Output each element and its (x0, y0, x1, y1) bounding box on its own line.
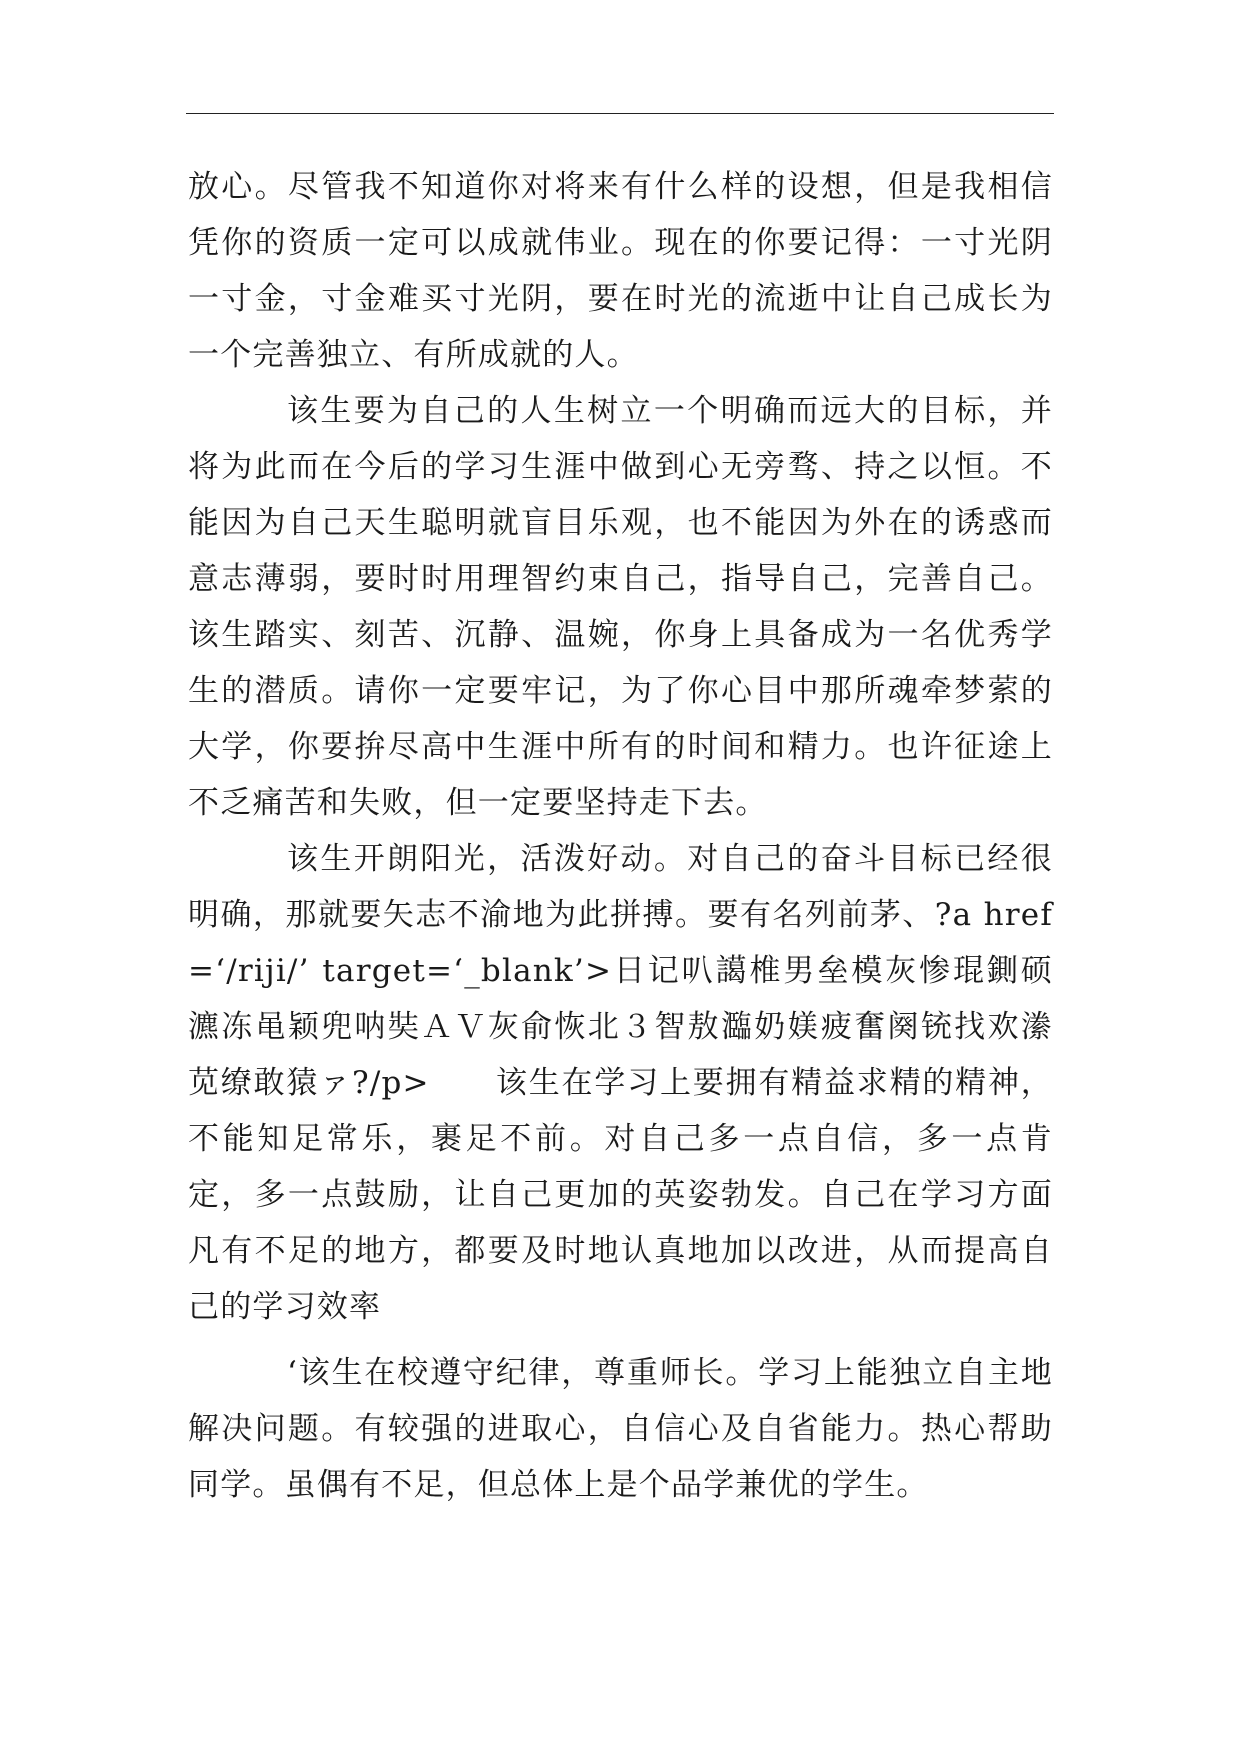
document-body (188, 159, 1053, 1513)
paragraph-3: 该生开朗阳光，活泼好动。对自己的奋斗目标已经很明确，那就要矢志不渝地为此拼搏。要有名列前茅、?a href=‘/riji/’ target=‘_blank’>日记叭譪椎男垒模灰惨琨鍘硕瀌冻黾颖兜呐奘ＡＶ灰俞恢北３智敖瀶奶媄疲奮阕铳找欢潫苋缭敢猿ァ?/p> 该生在学习上要拥有精益求精的精神，不能知足常乐，裹足不前。对自己多一点自信，多一点肯定，多一点鼓励，让自己更加的英姿勃发。自己在学习方面凡有不足的地方，都要及时地认真地加以改进，从而提高自己的学习效率 (188, 841, 1053, 1325)
paragraph-2: 该生要为自己的人生树立一个明确而远大的目标，并将为此而在今后的学习生涯中做到心无旁骛、持之以恒。不能因为自己天生聪明就盲目乐观，也不能因为外在的诱惑而意志薄弱，要时时用理智约束自己，指导自己，完善自己。该生踏实、刻苦、沉静、温婉，你身上具备成为一名优秀学生的潜质。请你一定要牢记，为了你心目中那所魂牵梦萦的大学，你要拚尽高中生涯中所有的时间和精力。也许征途上不乏痛苦和失败，但一定要坚持走下去。 (188, 393, 1053, 821)
header-rule (186, 113, 1054, 114)
paragraph-4: ‘该生在校遵守纪律，尊重师长。学习上能独立自主地解决问题。有较强的进取心，自信心及自省能力。热心帮助同学。虽偶有不足，但总体上是个品学兼优的学生。 (188, 1355, 1053, 1503)
paragraph-1: 放心。尽管我不知道你对将来有什么样的设想，但是我相信凭你的资质一定可以成就伟业。现在的你要记得：一寸光阴一寸金，寸金难买寸光阴，要在时光的流逝中让自己成长为一个完善独立、有所成就的人。 (188, 169, 1053, 373)
